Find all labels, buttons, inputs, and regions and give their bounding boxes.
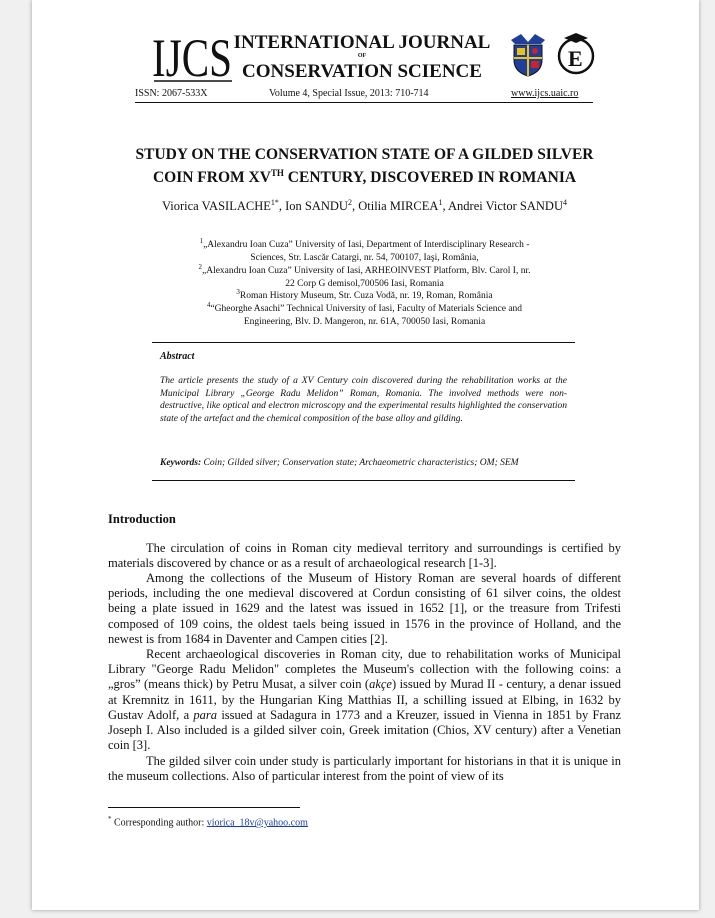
- article-title: STUDY ON THE CONSERVATION STATE OF A GILDED SILVER COIN FROM XVTH CENTURY, DISCOVERED IN ROMANIA: [135, 146, 594, 187]
- paragraph-1: The circulation of coins in Roman city medieval territory and surroundings is certified by materials discovered by chance or as a result of archaeological research [1-3].: [108, 541, 621, 571]
- journal-url-link[interactable]: www.ijcs.uaic.ro: [511, 88, 579, 99]
- journal-name-of: OF: [357, 53, 367, 59]
- journal-name-line1: INTERNATIONAL JOURNAL: [233, 32, 491, 53]
- author-list: Viorica $VASILACHE^{1*}$, Ion SANDU$^2$, Otilia MIRCEA$^1$, Andrei Victor SANDU$^4$: [162, 198, 567, 214]
- ijcs-logo: [152, 30, 234, 86]
- keywords-label: Keywords:: [160, 458, 202, 468]
- svg-text:E: E: [568, 46, 583, 71]
- ijcs-logo-text: IJCS: [152, 28, 232, 88]
- university-logo-icon: [555, 30, 597, 78]
- author: Ion SANDU: [285, 199, 348, 214]
- author: Otilia MIRCEA: [358, 199, 439, 214]
- abstract-top-rule: [152, 342, 575, 343]
- abstract-bottom-rule: [152, 480, 575, 481]
- paper-page: [32, 0, 699, 910]
- author: Viorica VASILACHE: [162, 199, 271, 214]
- paragraph-3: Recent archaeological discoveries in Roman city, due to rehabilitation works of Municipal Library "George Radu Melidon" completes the Museum's collection with the following coins: a „gros” (means thick) by Petru Musat, a silver coin (akçe) issued by Murad II - century, a denar issued at Kremnitz in 1611, by the Hungarian King Matthias II, a schilling issued at Elbing, in 1632 by Gustav Adolf, a para issued at Sadagura in 1773 and a Kreuzer, issued in Vienna in 1851 by Franz Joseph I. Also included is a gilded silver coin, Greek imitation (Chios, XV century) after a Venetian coin [3].: [108, 647, 621, 753]
- abstract-text: The article presents the study of a XV Century coin discovered during the rehabilitation works at the Municipal Library „George Radu Melidon” Roman, Romania. The involved methods were non-destructive, like optical and electron microscopy and the experimental results highlighted the conservation state of the artefact and the chemical composition of the base alloy and gilding.: [160, 376, 567, 424]
- keywords: [160, 458, 570, 468]
- affiliation-1: $^1$„Alexandru Ioan Cuza” University of Iasi, Department of Interdisciplinary Research - Sciences, Str. Lascăr Catargi, nr. 54, 700107, Iaşi, România,: [199, 237, 530, 263]
- header-divider: [135, 102, 593, 103]
- volume-info: Volume 4, Special Issue, 2013: 710-714: [269, 88, 429, 99]
- corresponding-email-link[interactable]: viorica_18v@yahoo.com: [206, 817, 308, 829]
- affiliation-2: $^2$„Alexandru Ioan Cuza” University of Iasi, ARHEOINVEST Platform, Blv. Carol I, nr. 22 Corp G demisol,700506 Iasi, Romania: [198, 263, 531, 289]
- journal-name-line2: CONSERVATION SCIENCE: [242, 61, 482, 82]
- ijcs-logo-mark: [152, 30, 234, 86]
- footnote: * Corresponding author: viorica_18v@yahoo.com: [108, 815, 308, 829]
- section-heading-introduction: Introduction: [108, 512, 176, 526]
- abstract-heading: Abstract: [160, 351, 195, 362]
- paragraph-2: Among the collections of the Museum of History Roman are several hoards of different periods, including the one medieval discovered at Cordun consisting of 61 silver coins, the oldest being a plate issued in 1629 and the latest was issued in 1652 [1], or the treasure from Trifesti composed of 109 coins, the oldest taels being issued in 1576 in the province of Holland, and the newest is from 1684 in Daventer and Campen cities [2].: [108, 571, 621, 646]
- affiliation-4: $^4$“Gheorghe Asachi” Technical University of Iasi, Faculty of Materials Science and Engineering, Blv. D. Mangeron, nr. 61A, 700050 Iasi, Romania: [206, 301, 523, 327]
- affiliation-3: $^3$Roman History Museum, Str. Cuza Vodă, nr. 19, Roman, România: [236, 288, 493, 302]
- university-coat-of-arms-icon: [507, 30, 549, 78]
- keywords-list: Coin; Gilded silver; Conservation state; Archaeometric characteristics; OM; SEM: [201, 458, 519, 468]
- author: Andrei Victor SANDU: [448, 199, 563, 214]
- issn: ISSN: 2067-533X: [135, 88, 208, 99]
- paragraph-4: The gilded silver coin under study is particularly important for historians in that it is unique in the museum collections. Also of particular interest from the point of view of its: [108, 754, 621, 784]
- footnote-rule: [108, 807, 300, 808]
